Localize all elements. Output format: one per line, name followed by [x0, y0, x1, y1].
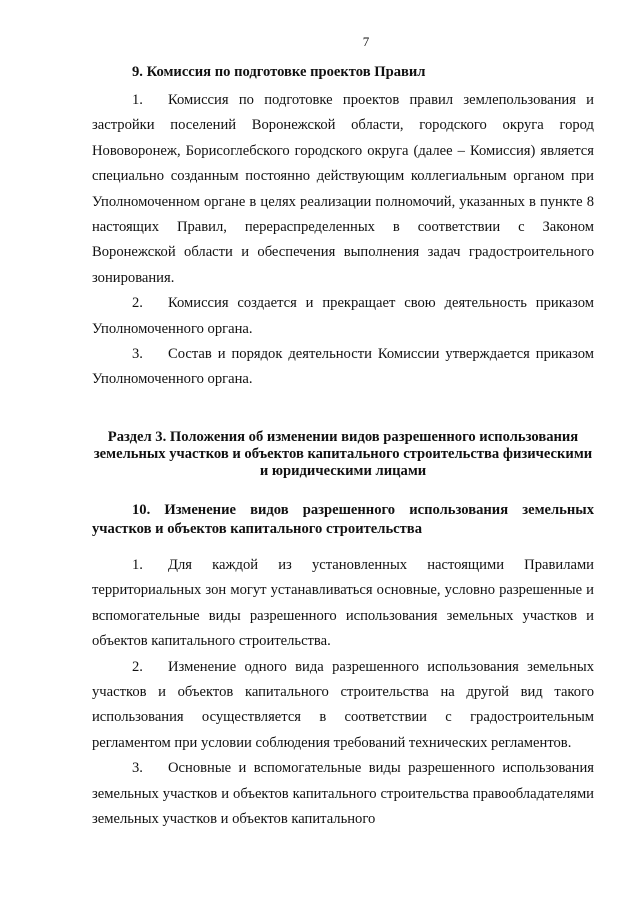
document-page — [92, 0, 594, 905]
document-body — [92, 62, 594, 832]
article-10-item-3 — [92, 756, 594, 832]
article-10-item-2 — [92, 655, 594, 757]
item-text: Комиссия по подготовке проектов правил землепользования и застройки поселений Воронежской области, городского округа город Нововоронеж, Борисоглебского городского округа (далее – Комиссия) является специально созданным постоянно действующим коллегиальным органом при Уполномоченном органе в целях реализации полномочий, указанных в пункте 8 настоящих Правил, перераспределенных в соответствии с Законом Воронежской области и обеспечения выполнения задач градостроительного зонирования. — [92, 92, 594, 286]
section-3-title: Раздел 3. Положения об изменении видов разрешенного использования земельных участков и объектов капитального строительства физическими и юридическими лицами — [93, 428, 593, 479]
article-9-item-1 — [92, 88, 594, 291]
item-number: 3. — [132, 346, 143, 363]
item-text: Основные и вспомогательные виды разрешенного использования земельных участков и объектов капитального строительства правообладателями земельных участков и объектов капитального — [92, 760, 594, 827]
article-9-item-2 — [92, 291, 594, 342]
article-10-heading: 10. Изменение видов разрешенного использования земельных участков и объектов капитального строительства — [92, 501, 594, 537]
item-number: 1. — [132, 92, 143, 108]
item-text: Для каждой из установленных настоящими Правилами территориальных зон могут устанавливаться основные, условно разрешенные и вспомогательные виды разрешенного использования земельных участков и объектов капитального строительства. — [92, 556, 594, 650]
item-number: 3. — [132, 760, 143, 777]
item-text: Состав и порядок деятельности Комиссии утверждается приказом Уполномоченного органа. — [92, 346, 594, 388]
page-number: 7 — [362, 34, 370, 49]
item-number: 2. — [132, 658, 143, 675]
article-9-heading: 9. Комиссия по подготовке проектов Правил — [132, 64, 426, 80]
item-number: 2. — [132, 295, 143, 312]
item-text: Изменение одного вида разрешенного использования земельных участков и объектов капитального строительства на другой вид такого использования осуществляется в соответствии с градостроительным регламентом при условии соблюдения требований технических регламентов. — [92, 658, 594, 751]
article-10-item-1 — [92, 553, 594, 655]
article-9-item-3 — [92, 342, 594, 393]
item-number: 1. — [132, 556, 143, 573]
item-text: Комиссия создается и прекращает свою деятельность приказом Уполномоченного органа. — [92, 295, 594, 337]
